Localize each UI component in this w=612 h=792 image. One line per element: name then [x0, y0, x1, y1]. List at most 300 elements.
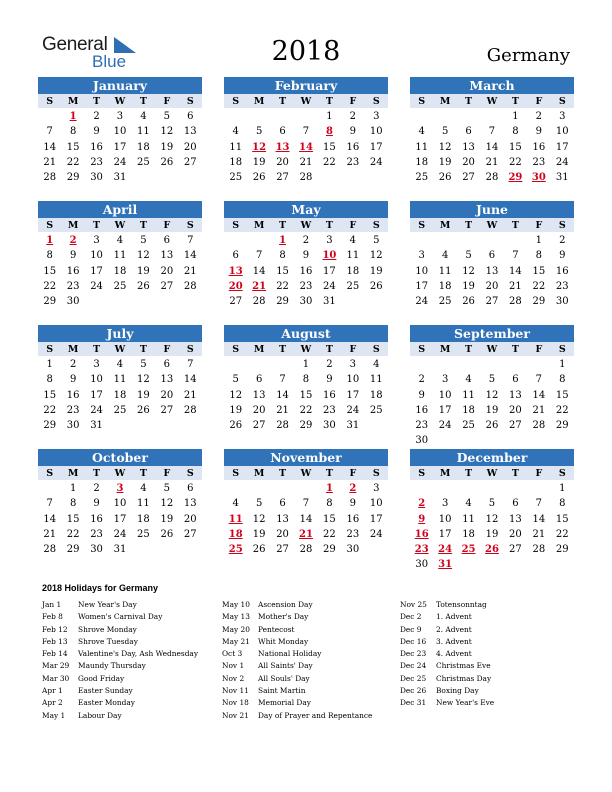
- empty-cell: [504, 233, 527, 248]
- holiday-name: Memorial Day: [258, 698, 311, 708]
- empty-cell: [480, 109, 503, 124]
- holiday-name: Shrove Monday: [78, 624, 137, 634]
- weekday-label: W: [114, 96, 126, 107]
- month-november: [224, 449, 388, 557]
- weekday-label: T: [511, 344, 519, 355]
- weekday-label: T: [139, 344, 147, 355]
- day-cell: 4: [465, 498, 472, 510]
- weekday-label: M: [253, 96, 265, 107]
- day-cell: 21: [509, 280, 522, 292]
- day-cell: 22: [276, 280, 289, 292]
- holiday-name: Good Friday: [78, 673, 125, 683]
- day-cell: 29: [299, 420, 313, 432]
- day-cell: 15: [323, 141, 336, 153]
- holiday-date: Dec 23: [400, 649, 427, 659]
- day-cell: 6: [187, 111, 194, 122]
- weekday-label: T: [465, 344, 473, 355]
- day-cell: 6: [512, 498, 519, 510]
- empty-cell: [433, 357, 456, 372]
- day-cell: 8: [46, 250, 53, 262]
- weekday-label: F: [535, 344, 543, 355]
- weekday-label: M: [253, 468, 265, 479]
- holiday-day: 23: [414, 544, 429, 556]
- day-cell: 7: [46, 126, 53, 138]
- weekday-label: W: [300, 220, 312, 231]
- day-cell: 21: [43, 156, 57, 168]
- day-cell: 20: [276, 156, 289, 168]
- holiday-item: [42, 685, 198, 697]
- day-cell: 10: [369, 126, 383, 138]
- weekday-label: M: [67, 220, 79, 231]
- day-cell: 30: [90, 544, 103, 556]
- day-cell: 10: [90, 250, 103, 262]
- day-cell: 2: [559, 235, 566, 246]
- day-cell: 5: [163, 483, 171, 494]
- day-cell: 2: [349, 111, 357, 122]
- day-cell: 17: [113, 141, 127, 153]
- day-cell: 28: [509, 296, 522, 308]
- holiday-item: [222, 660, 372, 672]
- day-cell: 23: [66, 280, 80, 292]
- day-cell: 17: [438, 528, 452, 540]
- day-cell: 15: [276, 265, 289, 277]
- empty-cell: [504, 357, 527, 372]
- day-cell: 24: [346, 404, 360, 416]
- weekday-label: F: [163, 344, 171, 355]
- weekday-label: F: [163, 468, 171, 479]
- empty-cell: [224, 109, 247, 124]
- day-cell: 14: [299, 513, 313, 525]
- weekday-label: W: [114, 468, 126, 479]
- weekday-label: W: [486, 344, 498, 355]
- empty-cell: [247, 109, 270, 124]
- day-cell: 7: [279, 374, 286, 386]
- day-cell: 1: [326, 111, 333, 122]
- day-cell: 13: [462, 141, 475, 153]
- holiday-name: Boxing Day: [436, 686, 479, 696]
- day-cell: 5: [465, 250, 472, 262]
- day-cell: 15: [323, 513, 336, 525]
- holiday-day: 1: [46, 235, 54, 246]
- day-cell: 1: [559, 483, 566, 494]
- holiday-day: 2: [69, 235, 77, 246]
- day-grid: [410, 109, 574, 185]
- day-cell: 3: [93, 235, 100, 246]
- day-cell: 19: [252, 528, 266, 540]
- day-cell: 16: [323, 389, 336, 401]
- day-cell: 15: [555, 389, 569, 401]
- day-cell: 23: [532, 156, 546, 168]
- holiday-item: [400, 611, 494, 623]
- weekday-label: W: [486, 468, 498, 479]
- empty-cell: [433, 481, 456, 496]
- holiday-item: [400, 599, 494, 611]
- month-april: [38, 201, 202, 309]
- day-grid: [410, 233, 574, 309]
- weekday-label: S: [558, 96, 566, 107]
- day-cell: 24: [113, 156, 127, 168]
- weekday-label: S: [418, 468, 426, 479]
- day-cell: 27: [485, 296, 499, 308]
- day-cell: 5: [441, 126, 449, 138]
- day-cell: 13: [276, 513, 289, 525]
- weekday-header-row: [224, 342, 388, 357]
- day-cell: 26: [160, 156, 174, 168]
- holiday-date: Apr 2: [42, 698, 63, 708]
- holiday-item: [42, 599, 198, 611]
- day-cell: 28: [252, 296, 266, 308]
- weekday-label: F: [349, 96, 357, 107]
- day-cell: 22: [66, 528, 80, 540]
- day-cell: 11: [438, 265, 452, 277]
- day-cell: 4: [116, 235, 124, 246]
- day-cell: 8: [559, 374, 566, 386]
- holiday-item: [222, 710, 372, 722]
- day-cell: 27: [160, 280, 174, 292]
- day-cell: 2: [535, 111, 543, 122]
- day-cell: 26: [160, 528, 174, 540]
- day-cell: 14: [485, 141, 499, 153]
- weekday-label: T: [511, 220, 519, 231]
- day-cell: 30: [90, 172, 103, 184]
- weekday-label: W: [300, 96, 312, 107]
- day-cell: 19: [485, 528, 499, 540]
- weekday-label: S: [232, 220, 240, 231]
- weekday-label: S: [186, 220, 194, 231]
- weekday-header-row: [410, 218, 574, 233]
- day-cell: 9: [535, 126, 543, 138]
- holiday-date: Dec 25: [400, 673, 427, 683]
- holiday-name: Pentecost: [258, 624, 295, 634]
- day-cell: 14: [532, 513, 546, 525]
- day-cell: 17: [369, 513, 383, 525]
- holiday-name: 4. Advent: [436, 649, 472, 659]
- holiday-item: [400, 660, 494, 672]
- day-cell: 22: [532, 280, 546, 292]
- day-cell: 19: [137, 389, 150, 401]
- day-cell: 10: [369, 498, 383, 510]
- holiday-date: Feb 14: [42, 649, 68, 659]
- holiday-day: 31: [438, 559, 453, 571]
- day-cell: 30: [555, 296, 569, 308]
- day-cell: 5: [373, 235, 380, 246]
- weekday-label: M: [67, 468, 79, 479]
- weekday-label: T: [325, 220, 333, 231]
- holiday-day: 1: [325, 483, 333, 494]
- day-cell: 2: [93, 483, 100, 494]
- holiday-item: [42, 636, 198, 648]
- weekday-header-row: [410, 466, 574, 481]
- holiday-name: Mother's Day: [258, 612, 309, 622]
- day-cell: 6: [512, 374, 519, 386]
- empty-cell: [224, 233, 247, 248]
- day-cell: 17: [323, 265, 336, 277]
- empty-cell: [504, 481, 527, 496]
- day-cell: 19: [252, 156, 266, 168]
- day-cell: 5: [140, 235, 147, 246]
- holiday-column: [222, 599, 372, 722]
- day-grid: [38, 233, 202, 309]
- holiday-name: 1. Advent: [436, 612, 472, 622]
- holiday-item: [222, 611, 372, 623]
- day-cell: 4: [349, 235, 357, 246]
- day-cell: 1: [69, 483, 77, 494]
- day-cell: 9: [93, 126, 100, 138]
- weekday-label: S: [418, 96, 426, 107]
- holiday-date: Nov 21: [222, 710, 249, 720]
- day-cell: 22: [43, 280, 57, 292]
- day-cell: 11: [415, 141, 429, 153]
- weekday-label: T: [139, 96, 147, 107]
- day-cell: 7: [302, 498, 310, 510]
- weekday-label: M: [67, 344, 79, 355]
- month-may: [224, 201, 388, 309]
- day-cell: 11: [462, 389, 475, 401]
- day-cell: 24: [438, 420, 452, 432]
- day-cell: 27: [229, 296, 243, 308]
- holiday-date: Dec 26: [400, 686, 427, 696]
- holiday-name: New Year's Day: [78, 600, 137, 609]
- day-cell: 10: [346, 374, 360, 386]
- holiday-column: [42, 599, 198, 722]
- day-cell: 25: [113, 280, 127, 292]
- weekday-label: S: [186, 344, 194, 355]
- day-cell: 19: [369, 265, 383, 277]
- holiday-date: Nov 2: [222, 673, 245, 683]
- month-august: [224, 325, 388, 433]
- day-cell: 8: [326, 498, 333, 510]
- empty-cell: [527, 481, 550, 496]
- holiday-date: Mar 30: [42, 673, 70, 683]
- holiday-item: [42, 660, 198, 672]
- weekday-label: S: [372, 344, 380, 355]
- day-cell: 17: [90, 265, 103, 277]
- holiday-day: 2: [349, 483, 357, 494]
- day-cell: 5: [488, 374, 496, 386]
- holiday-day: 18: [228, 528, 243, 540]
- day-cell: 26: [137, 280, 150, 292]
- day-cell: 29: [555, 420, 569, 432]
- day-cell: 3: [418, 250, 425, 262]
- day-cell: 21: [299, 156, 313, 168]
- month-name: May: [224, 201, 388, 218]
- day-cell: 16: [346, 141, 360, 153]
- holiday-day: 13: [228, 265, 243, 277]
- weekday-label: M: [67, 96, 79, 107]
- holiday-item: [400, 697, 494, 709]
- day-cell: 19: [485, 404, 499, 416]
- empty-cell: [38, 481, 61, 496]
- day-cell: 25: [229, 172, 243, 184]
- day-cell: 14: [532, 389, 546, 401]
- day-cell: 7: [535, 374, 543, 386]
- day-cell: 10: [555, 126, 569, 138]
- day-cell: 22: [555, 528, 569, 540]
- day-cell: 13: [183, 498, 197, 510]
- weekday-label: W: [114, 220, 126, 231]
- weekday-label: S: [232, 344, 240, 355]
- holiday-day: 1: [69, 111, 77, 122]
- day-cell: 6: [232, 250, 239, 262]
- day-cell: 12: [462, 265, 475, 277]
- day-cell: 30: [66, 420, 80, 432]
- calendar-country: Germany: [486, 45, 570, 66]
- day-cell: 26: [369, 280, 383, 292]
- day-cell: 26: [438, 172, 452, 184]
- day-cell: 28: [183, 280, 197, 292]
- day-cell: 27: [276, 544, 289, 556]
- day-cell: 16: [66, 389, 80, 401]
- holiday-name: Valentine's Day, Ash Wednesday: [78, 649, 199, 659]
- day-cell: 2: [93, 111, 100, 122]
- day-cell: 13: [509, 513, 522, 525]
- holiday-day: 10: [322, 250, 337, 262]
- holiday-day: 12: [252, 141, 267, 153]
- empty-cell: [457, 481, 480, 496]
- day-cell: 11: [462, 513, 475, 525]
- empty-cell: [410, 481, 433, 496]
- holiday-day: 9: [418, 513, 426, 525]
- day-cell: 13: [183, 126, 197, 138]
- day-cell: 22: [43, 404, 57, 416]
- day-cell: 30: [323, 420, 336, 432]
- empty-cell: [433, 233, 456, 248]
- day-cell: 17: [346, 389, 360, 401]
- day-cell: 14: [252, 265, 266, 277]
- weekday-label: S: [372, 220, 380, 231]
- holiday-item: [400, 648, 494, 660]
- day-cell: 29: [323, 544, 336, 556]
- weekday-label: F: [535, 220, 543, 231]
- day-cell: 12: [160, 126, 174, 138]
- day-cell: 12: [252, 513, 266, 525]
- day-cell: 18: [137, 141, 150, 153]
- holiday-date: Jan 1: [42, 600, 62, 609]
- day-cell: 9: [302, 250, 310, 262]
- day-cell: 20: [183, 141, 197, 153]
- day-cell: 26: [229, 420, 243, 432]
- weekday-label: M: [439, 96, 451, 107]
- empty-cell: [247, 357, 270, 372]
- holiday-day: 20: [228, 280, 243, 292]
- day-cell: 15: [43, 265, 57, 277]
- month-name: September: [410, 325, 574, 342]
- day-cell: 23: [555, 280, 569, 292]
- holiday-item: [42, 697, 198, 709]
- day-cell: 18: [113, 265, 127, 277]
- day-cell: 3: [559, 111, 566, 122]
- holiday-date: May 13: [222, 612, 250, 622]
- logo-general-text: General: [42, 34, 108, 55]
- holiday-day: 1: [279, 235, 287, 246]
- day-cell: 27: [509, 544, 522, 556]
- weekday-label: F: [349, 344, 357, 355]
- day-cell: 8: [46, 374, 53, 386]
- holiday-item: [222, 648, 372, 660]
- day-cell: 25: [137, 156, 150, 168]
- day-cell: 13: [509, 389, 522, 401]
- empty-cell: [480, 233, 503, 248]
- weekday-label: S: [46, 96, 54, 107]
- day-cell: 14: [183, 250, 197, 262]
- holiday-date: Feb 8: [42, 612, 63, 622]
- day-cell: 12: [137, 374, 150, 386]
- day-cell: 27: [160, 404, 174, 416]
- day-cell: 19: [462, 280, 475, 292]
- day-cell: 7: [187, 359, 194, 370]
- weekday-label: M: [439, 344, 451, 355]
- day-cell: 12: [160, 498, 174, 510]
- weekday-label: F: [349, 468, 357, 479]
- holiday-name: Christmas Eve: [436, 661, 491, 671]
- holiday-name: New Year's Eve: [436, 698, 495, 708]
- day-cell: 21: [532, 404, 546, 416]
- month-june: [410, 201, 574, 309]
- day-cell: 9: [349, 126, 357, 138]
- weekday-label: S: [418, 344, 426, 355]
- day-cell: 28: [299, 172, 313, 184]
- day-cell: 13: [160, 250, 174, 262]
- day-cell: 20: [509, 528, 522, 540]
- day-cell: 11: [113, 250, 127, 262]
- weekday-label: M: [253, 220, 265, 231]
- day-cell: 13: [160, 374, 174, 386]
- holidays-title: 2018 Holidays for Germany: [42, 583, 159, 593]
- day-cell: 16: [555, 265, 569, 277]
- empty-cell: [410, 357, 433, 372]
- weekday-label: T: [279, 344, 287, 355]
- day-cell: 22: [509, 156, 522, 168]
- day-cell: 1: [46, 359, 53, 370]
- day-cell: 23: [346, 528, 360, 540]
- day-cell: 11: [369, 374, 383, 386]
- day-cell: 6: [163, 359, 171, 370]
- weekday-label: W: [486, 220, 498, 231]
- day-cell: 31: [346, 420, 360, 432]
- day-cell: 31: [555, 172, 569, 184]
- weekday-label: T: [325, 96, 333, 107]
- day-cell: 9: [559, 250, 566, 262]
- holiday-name: Easter Monday: [78, 698, 135, 708]
- month-name: July: [38, 325, 202, 342]
- empty-cell: [247, 481, 270, 496]
- day-cell: 25: [137, 528, 150, 540]
- weekday-label: T: [139, 220, 147, 231]
- day-cell: 26: [252, 544, 266, 556]
- holiday-name: 3. Advent: [436, 636, 472, 646]
- day-cell: 21: [276, 404, 289, 416]
- logo-blue-text: Blue: [92, 52, 127, 71]
- day-cell: 26: [485, 420, 499, 432]
- weekday-label: M: [253, 344, 265, 355]
- day-cell: 15: [66, 513, 80, 525]
- holiday-name: Saint Martin: [258, 686, 306, 696]
- day-cell: 16: [90, 141, 103, 153]
- day-cell: 29: [66, 172, 80, 184]
- day-grid: [410, 357, 574, 449]
- holiday-name: Day of Prayer and Repentance: [258, 710, 373, 720]
- day-cell: 7: [255, 250, 263, 262]
- holiday-item: [400, 636, 494, 648]
- day-grid: [224, 481, 388, 557]
- holiday-item: [42, 648, 198, 660]
- day-cell: 20: [183, 513, 197, 525]
- holiday-name: Labour Day: [78, 710, 122, 720]
- day-cell: 21: [43, 528, 57, 540]
- day-cell: 3: [373, 111, 380, 122]
- day-cell: 25: [462, 420, 475, 432]
- holiday-date: Feb 13: [42, 636, 68, 646]
